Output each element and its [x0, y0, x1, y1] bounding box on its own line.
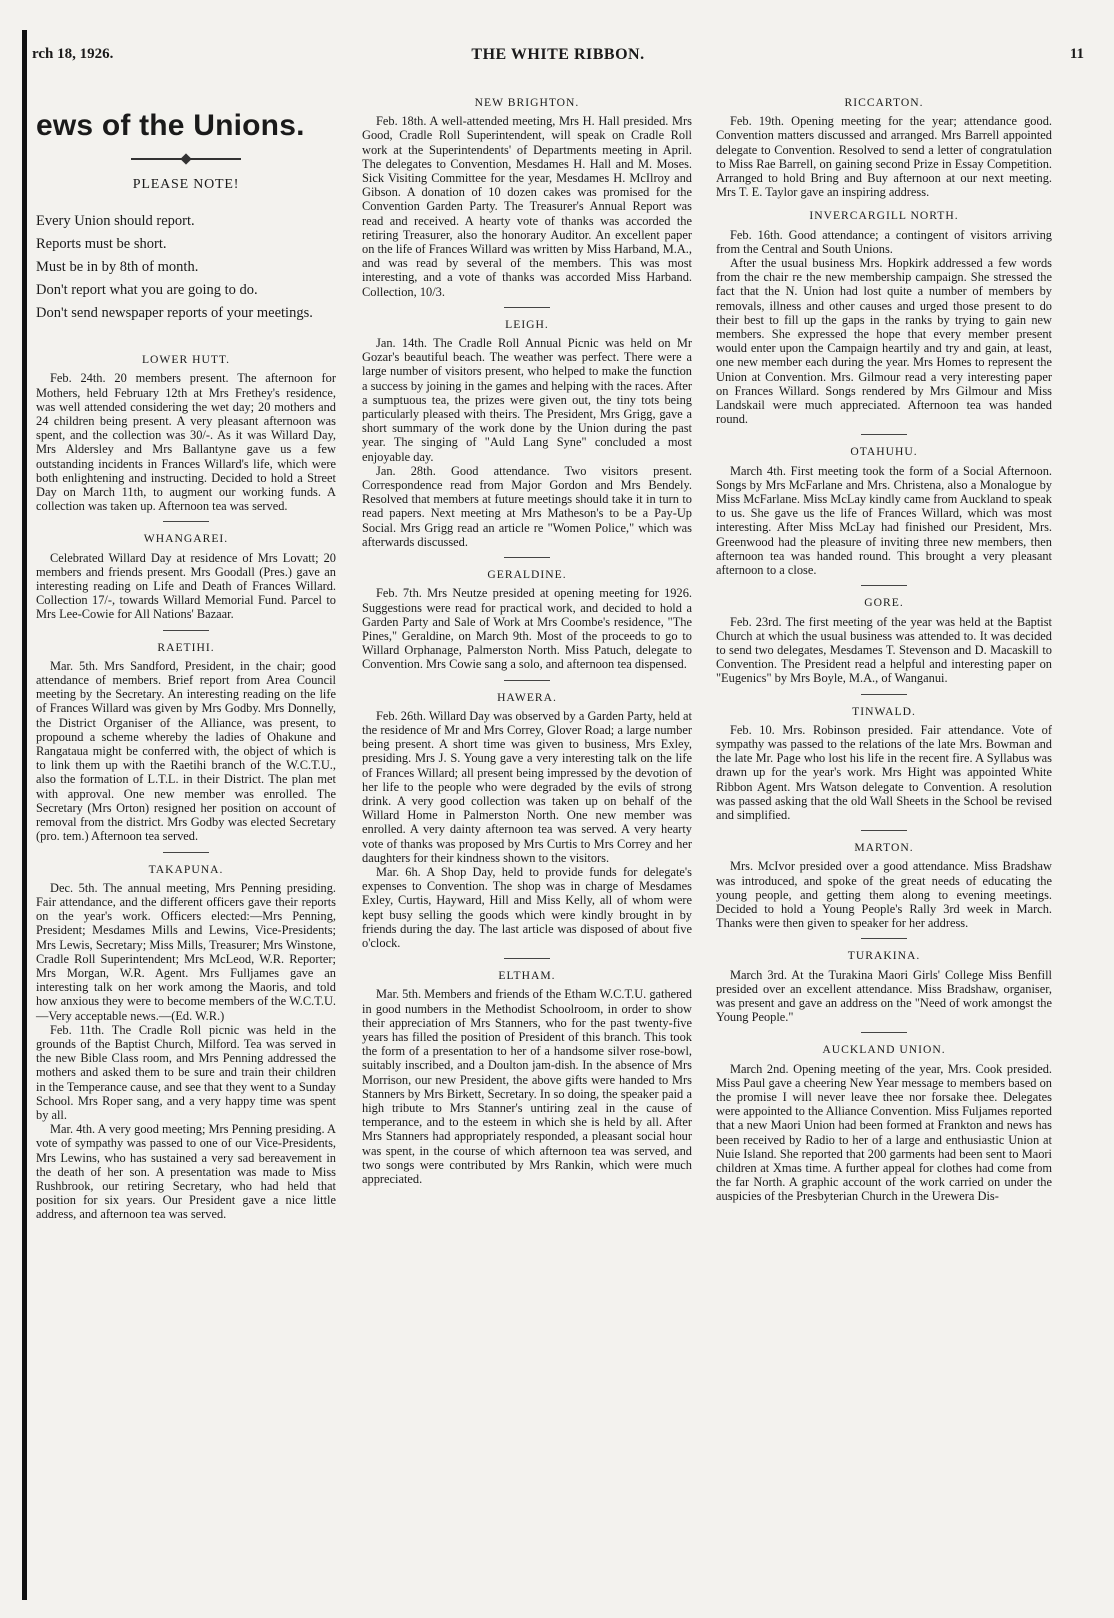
union-report: [716, 841, 1052, 930]
section-divider: [861, 938, 907, 939]
page-number: 11: [1069, 46, 1084, 62]
section-divider: [861, 1032, 907, 1033]
union-heading: RICCARTON.: [844, 96, 924, 109]
report-paragraph: Dec. 5th. The annual meeting, Mrs Penning presiding. Fair attendance, and the different officers gave their reports on the year's work. Officers elected:—Mrs Penning, President; Mesdames Mills and Lewins, Vice-Presidents; Mrs Lewis, Secretary; Miss Mills, Treasurer; Mrs Winstone, Cradle Roll Superintendent; Mrs McLeod, W.R. Reporter; Mrs Morgan, W.R. Agent. Mrs Fulljames gave an interesting talk on her work among the Maoris, and told how anxious they were to become members of the W.C.T.U.—Very acceptable news.—(Ed. W.R.): [36, 880, 336, 1023]
union-heading: TURAKINA.: [847, 949, 921, 963]
union-report: [362, 96, 692, 299]
report-paragraph: Mrs. McIvor presided over a good attendance. Miss Bradshaw was introduced, and spoke of the great needs of educating the young people, and getting them along to evening meetings. Decided to hold a Young People's Rally 3rd week in March. Thanks were then given to speaker for her address.: [716, 859, 1052, 931]
union-report: [716, 596, 1052, 685]
union-report: [36, 532, 336, 621]
union-report: [362, 318, 692, 549]
section-divider: [504, 958, 550, 959]
union-heading: GORE.: [864, 596, 904, 610]
report-paragraph: Mar. 4th. A very good meeting; Mrs Penning presiding. A vote of sympathy was passed to one of our Vice-Presidents, Mrs Lewins, who has sustained a very sad bereavement in the death of her son. A presentation was made to Miss Rushbrook, our retiring Secretary, who had held that position for six years. Our President gave a nice little address, and afternoon tea was served.: [36, 1122, 336, 1222]
union-heading: LOWER HUTT.: [141, 353, 231, 367]
report-paragraph: Feb. 10. Mrs. Robinson presided. Fair attendance. Vote of sympathy was passed to the relations of the late Mrs. Bowman and the late Mr. Page who lost his life in the recent fire. A Syllabus was drawn up for the year's work. Mrs Hight was appointed White Ribbon Agent. Mrs Watson delegate to Convention. A resolution was passed asking that the old Wall Sheets in the School be revised and simplified.: [716, 722, 1052, 822]
column-left: [36, 96, 336, 1222]
report-paragraph: After the usual business Mrs. Hopkirk addressed a few words from the chair re the new membership campaign. She stressed the fact that the N. Union had lost quite a number of members by removals, illness and other causes and urged those present to do their best to fill up the gaps in the ranks by trying to gain new members. She expressed the hope that every member present would enter upon the Campaign heartily and try and gain, at least, one new member each during the year. Mrs Homes to represent the Union at Convention. Mrs. Gilmour read a very interesting paper on Frances Willard. Songs rendered by Mrs Gilmour and Miss Landskail were much appreciated. Afternoon tea was handed round.: [716, 256, 1052, 427]
notice-line: Every Union should report.: [36, 213, 195, 230]
report-paragraph: Mar. 5th. Members and friends of the Etham W.C.T.U. gathered in good numbers in the Methodist Schoolroom, in order to show their appreciation of Mrs Stanners, who for the past twenty-five years has filled the position of President of this branch. This took the form of a presentation to her of a handsome silver rose-bowl, suitably inscribed, and a Doulton jam-dish. In the absence of Mrs Morrison, our new President, the above gifts were handed to Mrs Stanners by Mrs Birkett, Secretary. In so doing, the speaker paid a high tribute to Mrs Stanner's untiring zeal in the cause of temperance, and to the esteem in which she is held by all. After Mrs Stanners had appropriately responded, a pleasant social hour was spent, in the course of which afternoon tea was served, and two songs were contributed by Mrs Rankin, which were much appreciated.: [362, 987, 693, 1187]
report-paragraph: Feb. 24th. 20 members present. The afternoon for Mothers, held February 12th at Mrs Frethey's residence, was well attended considering the wet day; 20 mothers and 24 children being present. A very pleasant afternoon was spent, and the collection was 30/-. As it was Willard Day, Mrs Aldersley and Mrs Ballantyne gave us a few outstanding incidents in Frances Willard's life, which were both enlightening and instructing. Decided to hold a Street Day on March 11th, to augment our working funds. A collection was taken up. Afternoon tea was served.: [36, 371, 336, 514]
section-divider: [504, 307, 550, 308]
ornamental-rule: [131, 158, 241, 160]
union-heading: INVERCARGILL NORTH.: [809, 209, 959, 223]
report-paragraph: March 3rd. At the Turakina Maori Girls' College Miss Benfill presided over an excellent attendance. Miss Bradshaw, organiser, was present and gave an address on the "Need of work amongst the Young People.": [716, 967, 1052, 1025]
publication-title: THE WHITE RIBBON.: [471, 46, 645, 63]
union-heading: AUCKLAND UNION.: [822, 1043, 946, 1057]
union-heading: GERALDINE.: [487, 568, 567, 582]
report-paragraph: March 2nd. Opening meeting of the year, Mrs. Cook presided. Miss Paul gave a cheering New Year message to members based on the promise I will never leave thee nor forsake thee. Delegates were appointed to the Alliance Convention. Miss Fuljames reported that a new Maori Union had been formed at Frankton and news has been received by Radio to her of a large and enthusiastic Union at Nuie Island. She reported that 200 garments had been sent to Maori children at Xmas time. A further appeal for clothes had come from the far North. A graphic account of the work carried on under the auspicies of the Presbyterian Church in the Urewera Dis-: [716, 1061, 1052, 1204]
union-report: [716, 445, 1052, 577]
section-divider: [861, 830, 907, 831]
union-heading: TINWALD.: [852, 704, 916, 718]
column-right: [716, 96, 1052, 1204]
section-divider: [861, 585, 907, 586]
section-divider: [504, 557, 550, 558]
column-middle: [362, 96, 692, 1186]
union-heading: NEW BRIGHTON.: [474, 96, 580, 109]
report-paragraph: March 4th. First meeting took the form of a Social Afternoon. Songs by Mrs McFarlane and Mrs. Christena, also a Monalogue by Miss McFarlane. Miss McLay kindly came from Auckland to speak to us. She gave us the life of Frances Willard, which was most interesting. After Miss McLay had finished our President, Mrs. Greenwood had the pleasure of inviting three new members, then afternoon tea was handed round. This brought a very pleasant afternoon to a close.: [716, 463, 1052, 578]
union-heading: WHANGAREI.: [143, 532, 229, 546]
report-paragraph: Jan. 14th. The Cradle Roll Annual Picnic was held on Mr Gozar's beautiful beach. The weather was perfect. There were a large number of visitors present, who helped to make the function a success by joining in the games and helping with the races. After a sumptuous tea, the prizes were given out, the tiny tots being particularly pleased with theirs. The President, Mrs Grigg, gave a short summary of the work done by the Union during the past year. The singing of "Auld Lang Syne" concluded a most enjoyable day.: [362, 336, 692, 464]
union-heading: LEIGH.: [505, 317, 549, 331]
union-report: [36, 353, 336, 513]
union-report: [362, 969, 692, 1186]
notice-line: Must be in by 8th of month.: [36, 259, 199, 276]
report-paragraph: Mar. 6h. A Shop Day, held to provide funds for delegate's expenses to Convention. The shop was in charge of Mesdames Exley, Curtis, Hayward, Hill and Miss Kelly, all of whom were kept busy selling the goods which were kindly brought in by friends during the day. The last article was disposed of about five o'clock.: [362, 864, 692, 950]
section-masthead: ews of the Unions.: [36, 109, 305, 142]
union-report: [716, 1043, 1052, 1203]
union-report: [36, 863, 336, 1222]
report-paragraph: Feb. 7th. Mrs Neutze presided at opening meeting for 1926. Suggestions were read for practical work, and decided to hold a Garden Party and Sale of Work at Mrs Coombe's residence, "The Pines," Geraldine, on March 9th. Most of the proceeds to go to Willard Orphanage, Palmerston North. Miss Patuch, delegate to Convention. Mrs Cowie sang a solo, and afternoon tea dispensed.: [362, 586, 692, 672]
section-divider: [861, 694, 907, 695]
notice-line: Reports must be short.: [36, 236, 167, 253]
union-heading: RAETIHI.: [157, 640, 215, 654]
union-heading: TAKAPUNA.: [148, 862, 224, 876]
notice-line: Don't send newspaper reports of your meetings.: [36, 305, 313, 322]
page-binding-edge: [22, 30, 27, 1600]
page-header: [32, 46, 1084, 70]
report-paragraph: Feb. 23rd. The first meeting of the year was held at the Baptist Church at which the usual business was attended to. It was decided to send two delegates, Mesdames T. Stevenson and D. Macaskill to Convention. The President read a helpful and interesting paper on "Eugenics" by Mrs Boyle, M.A., of Wanganui.: [716, 614, 1052, 686]
report-paragraph: Celebrated Willard Day at residence of Mrs Lovatt; 20 members and friends present. Mrs Goodall (Pres.) gave an interesting reading on Life and Death of Frances Willard. Collection 17/-, towards Willard Memorial Fund. Parcel to Mrs Lee-Cowie for All Nations' Bazaar.: [36, 550, 336, 622]
report-paragraph: Feb. 16th. Good attendance; a contingent of visitors arriving from the Central and South Unions.: [716, 227, 1052, 256]
union-report: [716, 705, 1052, 823]
report-paragraph: Jan. 28th. Good attendance. Two visitors present. Correspondence read from Major Gordon and Mrs Bendely. Resolved that members at future meetings should take it in turn to read papers. Next meeting at Mrs Matheson's to be a Pay-Up Social. Mrs Grigg read an article re "Women Police," which was afterwards discussed.: [362, 463, 692, 549]
union-heading: OTAHUHU.: [850, 445, 918, 459]
union-heading: ELTHAM.: [498, 969, 556, 983]
section-divider: [163, 630, 209, 631]
union-report: [716, 209, 1052, 426]
union-report: [362, 691, 692, 951]
union-heading: HAWERA.: [497, 690, 557, 704]
report-paragraph: Feb. 26th. Willard Day was observed by a Garden Party, held at the residence of Mr and Mrs Correy, Glover Road; a large number being present. A short time was given to business, Mrs Exley, presiding. Mrs J. S. Young gave a very interesting talk on the life of Frances Willard; all present being impressed by the devotion of her life to the people who were degraded by the evils of strong drink. A very good collection was taken up on behalf of the Willard Home in Palmerston North. One new member was enrolled. A very dainty afternoon tea was served. A very hearty vote of thanks was proposed by Mrs Curtis to Mrs Correy and her daughters for their kindness shown to the visitors.: [362, 708, 692, 865]
union-report: [36, 641, 336, 844]
union-report: [716, 96, 1052, 199]
please-note-heading: PLEASE NOTE!: [132, 177, 240, 192]
union-heading: MARTON.: [854, 841, 914, 855]
section-divider: [163, 521, 209, 522]
union-report: [716, 949, 1052, 1024]
section-divider: [861, 434, 907, 435]
union-report: [362, 568, 692, 671]
report-paragraph: Feb. 18th. A well-attended meeting, Mrs H. Hall presided. Mrs Good, Cradle Roll Superintendent, will speak on Cradle Roll work at the Superintendents' of Departments meeting in April. The delegates to Convention, Mesdames H. Hall and M. Moses. Sick Visiting Committee for the year, Mesdames H. McIlroy and Gibson. A donation of 10 dozen cakes was promised for the Convention Garden Party. The Treasurer's Annual Report was read and received. A hearty vote of thanks was accorded the retiring Treasurer, also the honorary Auditor. An excellent paper on the life of Frances Willard was written by Miss Harband, M.A., and was read by several of the members. This was most interesting, and a vote of thanks was accorded Miss Harband. Collection, 10/3.: [362, 114, 692, 299]
report-paragraph: Feb. 19th. Opening meeting for the year; attendance good. Convention matters discussed and arranged. Mrs Barrell appointed delegate to Convention. Resolved to send a letter of congratulation to Miss Rae Barrell, on gaining second Prize in Essay Competition. Arranged to hold Bring and Buy afternoon at our next meeting. Mrs T. E. Taylor gave an inspiring address.: [716, 114, 1052, 200]
report-paragraph: Mar. 5th. Mrs Sandford, President, in the chair; good attendance of members. Brief report from Area Council meeting by the Secretary. An interesting reading on the life of Frances Willard was given by Mrs Godby. Mrs Donnelly, the District Organiser of the Alliance, was present, to propound a scheme whereby the ladies of Ohakune and Rangataua might be conferred with, the object of which is to link them up with the Raetihi branch of the W.C.T.U., also the formation of L.T.L. in their District. The plan met with approval. One new member was enrolled. The Secretary (Mrs Orton) resigned her position on account of removal from the district. Mrs Godby was elected Secretary (pro. tem.) Afternoon tea served.: [36, 658, 336, 844]
notice-list: [36, 210, 336, 325]
report-paragraph: Feb. 11th. The Cradle Roll picnic was held in the grounds of the Baptist Church, Milford. Tea was served in the new Bible Class room, and Mrs Penning addressed the mothers and asked them to be sure and train their children in the Temperance cause, and see that they went to a Sunday School. Mrs Roper sang, and a very happy time was spent by all.: [36, 1022, 336, 1122]
notice-line: Don't report what you are going to do.: [36, 282, 258, 299]
section-divider: [504, 680, 550, 681]
section-divider: [163, 852, 209, 853]
issue-date: rch 18, 1926.: [32, 46, 114, 62]
